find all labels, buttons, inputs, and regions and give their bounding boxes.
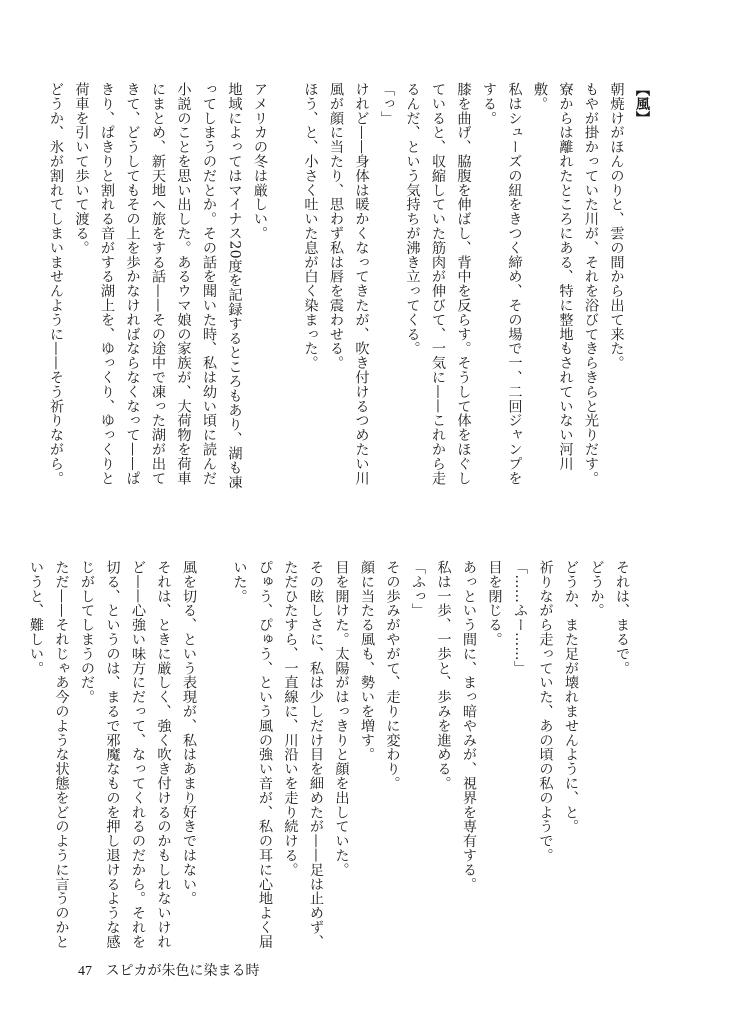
paragraph: けれど——身体は暖かくなってきたが、吹き付けるつめたい川風が顔に当たり、思わず私は唇を震わせる。	[328, 82, 370, 486]
paragraph: ほう、と、小さく吐いた息が白く染まった。	[302, 82, 319, 370]
paragraph: どうか、氷が割れてしまいませんように——そう祈りながら。	[48, 82, 64, 486]
paragraph: 「ふっ」	[410, 560, 426, 618]
page-number: 47	[78, 964, 92, 979]
page-footer	[78, 960, 260, 980]
paragraph: その歩みがやがて、走りに変わり。	[384, 560, 401, 791]
paragraph: ただ——それじゃあ今のような状態をどのように言うのかというと、難しい。	[28, 560, 70, 949]
paragraph: ぴゅう、ぴゅう、という風の強い音が、私の耳に心地よく届いた。	[231, 560, 273, 949]
paragraph: 風を切る、という表現が、私はあまり好きではない。	[181, 560, 197, 906]
paragraph: あっという間に、まっ暗やみが、視界を専有する。	[461, 560, 477, 892]
paragraph: 朝焼けがほんのりと、雲の間から出て来た。	[608, 82, 625, 370]
paragraph: アメリカの冬は厳しい。	[252, 82, 268, 241]
paragraph: もやが掛かっていた川が、それを浴びてきらきらと光りだす。	[583, 82, 599, 486]
paragraph: 寮からは離れたところにある、特に整地もされていない河川敷。	[532, 82, 574, 471]
blank-line	[272, 82, 297, 492]
lower-text-block	[28, 560, 634, 955]
paragraph: 私は一歩、一歩と、歩みを進める。	[435, 560, 452, 791]
book-title: スピカが朱色に染まる時	[105, 964, 260, 979]
paragraph: それは、まるで。	[614, 560, 630, 676]
paragraph: その眩しさに、私は少しだけ目を細めたが——足は止めず、ただひたすら、一直線に、川沿いを走り続ける。	[282, 560, 324, 949]
paragraph: 顔に当たる風も、勢いを増す。	[359, 560, 375, 762]
upper-text-block	[48, 82, 654, 492]
section-heading: 【風】	[634, 82, 650, 126]
paragraph: 「……ふー……」	[512, 560, 528, 676]
paragraph: どうか、また足が壊れませんように、と。	[563, 560, 579, 834]
paragraph: 地域によってはマイナス20度を記録するところもあり、湖も凍ってしまうのだとか。その話を聞いた時、私は幼い頃に読んだ小説のことを思い出した。あるウマ娘の家族が、大荷物を荷車にまとめ、新天地へ旅をする話——その途中で凍った湖が出てきて、どうしてもその上を歩かなければならなくなって——ぱきり、ぱきりと割れる音がする湖上を、ゆっくり、ゆっくりと荷車を引いて歩いて渡る。	[73, 82, 243, 490]
paragraph: 「っ」	[379, 82, 395, 126]
paragraph: 祈りながら走っていた、あの頃の私のようで。	[537, 560, 554, 863]
paragraph: それは、ときに厳しく、強く吹き付けるのかもしれないけれど——心強い味方にだって、なってくれるのだから。それを切る、というのは、まるで邪魔なものを押し退けるような感じがしてしまうのだ。	[79, 560, 172, 949]
blank-line	[201, 560, 226, 955]
paragraph: どうか。	[588, 560, 605, 618]
paragraph: 目を閉じる。	[486, 560, 503, 647]
paragraph: 膝を曲げ、脇腹を伸ばし、背中を反らす。そうして体をほぐしていると、収縮していた筋肉が伸びて、一気に——これから走るんだ、という気持ちが沸き立ってくる。	[404, 82, 472, 486]
paragraph: 私はシューズの紐をきつく締め、その場で一、二回ジャンプをする。	[481, 82, 523, 486]
paragraph: 目を開けた。太陽がはっきりと顔を出していた。	[333, 560, 350, 877]
